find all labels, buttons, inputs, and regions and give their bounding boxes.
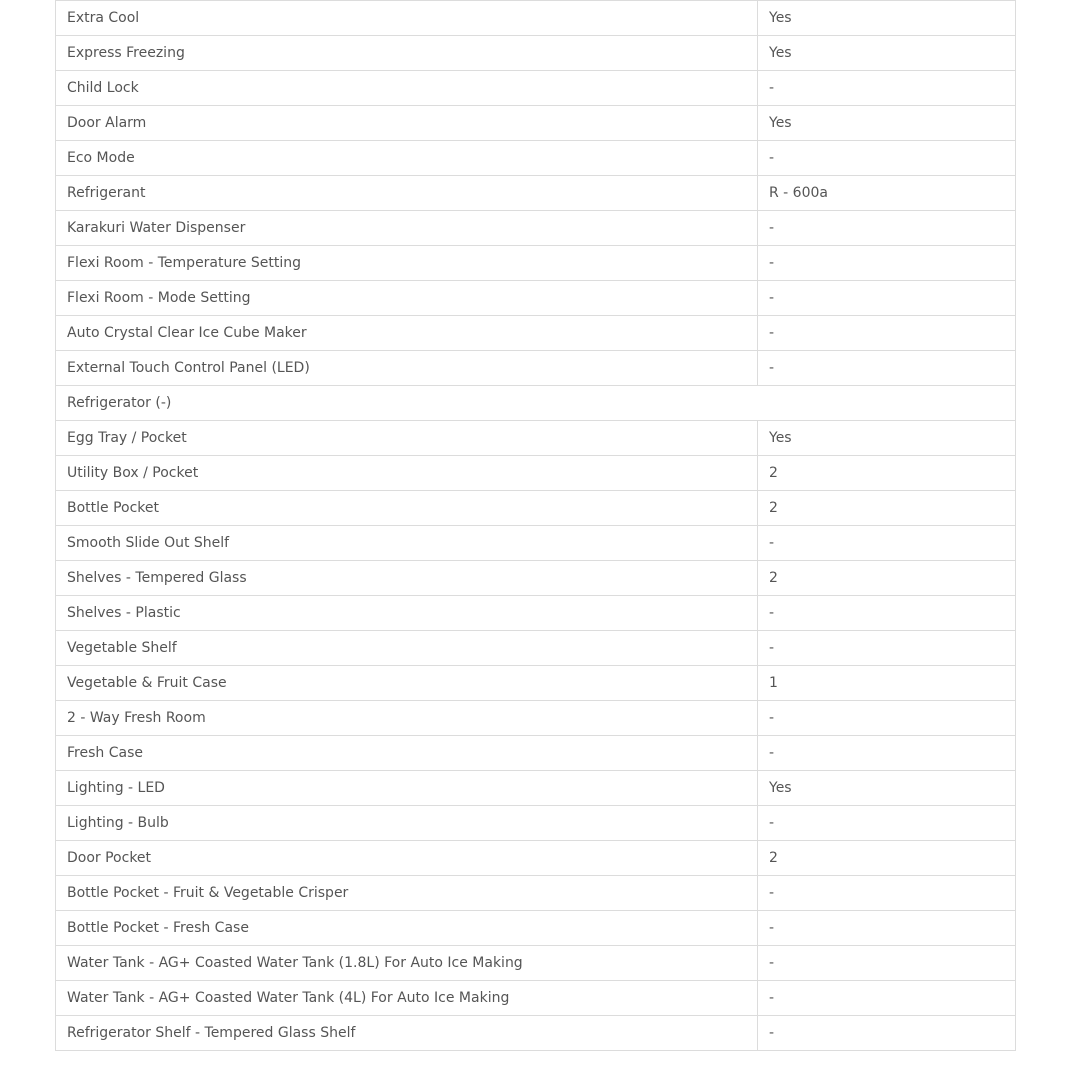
- table-row: [56, 596, 1016, 631]
- table-row: [56, 666, 1016, 701]
- spec-value: -: [758, 911, 1016, 946]
- spec-label: Flexi Room - Mode Setting: [56, 281, 758, 316]
- table-row: [56, 421, 1016, 456]
- table-row: [56, 246, 1016, 281]
- spec-value: -: [758, 876, 1016, 911]
- spec-label: Egg Tray / Pocket: [56, 421, 758, 456]
- table-row: [56, 141, 1016, 176]
- table-row: [56, 106, 1016, 141]
- spec-value: -: [758, 981, 1016, 1016]
- table-row: [56, 176, 1016, 211]
- spec-value: -: [758, 526, 1016, 561]
- spec-label: Refrigerant: [56, 176, 758, 211]
- table-row: [56, 841, 1016, 876]
- table-row: [56, 1016, 1016, 1051]
- spec-label: Refrigerator Shelf - Tempered Glass Shelf: [56, 1016, 758, 1051]
- table-row: [56, 876, 1016, 911]
- table-row: [56, 911, 1016, 946]
- spec-value: Yes: [758, 771, 1016, 806]
- spec-value: 2: [758, 456, 1016, 491]
- spec-label: Door Pocket: [56, 841, 758, 876]
- table-row: [56, 981, 1016, 1016]
- table-row: [56, 351, 1016, 386]
- spec-value: Yes: [758, 106, 1016, 141]
- table-row: [56, 1, 1016, 36]
- table-row: [56, 281, 1016, 316]
- spec-table: [55, 0, 1016, 1051]
- spec-value: -: [758, 736, 1016, 771]
- spec-value: -: [758, 281, 1016, 316]
- spec-label: Smooth Slide Out Shelf: [56, 526, 758, 561]
- spec-value: -: [758, 351, 1016, 386]
- spec-value: Yes: [758, 36, 1016, 71]
- spec-label: Lighting - LED: [56, 771, 758, 806]
- spec-value: -: [758, 246, 1016, 281]
- table-row: [56, 316, 1016, 351]
- table-row: [56, 946, 1016, 981]
- spec-value: Yes: [758, 1, 1016, 36]
- spec-label: Express Freezing: [56, 36, 758, 71]
- spec-label: Water Tank - AG+ Coasted Water Tank (1.8L) For Auto Ice Making: [56, 946, 758, 981]
- table-row: [56, 631, 1016, 666]
- spec-label: Fresh Case: [56, 736, 758, 771]
- spec-value: -: [758, 596, 1016, 631]
- table-row: [56, 736, 1016, 771]
- spec-value: 1: [758, 666, 1016, 701]
- spec-label: Water Tank - AG+ Coasted Water Tank (4L) For Auto Ice Making: [56, 981, 758, 1016]
- spec-value: 2: [758, 561, 1016, 596]
- spec-value: -: [758, 806, 1016, 841]
- table-row: [56, 456, 1016, 491]
- table-row: [56, 806, 1016, 841]
- spec-label: Bottle Pocket - Fresh Case: [56, 911, 758, 946]
- spec-label: Vegetable & Fruit Case: [56, 666, 758, 701]
- spec-table-body: [56, 1, 1016, 1051]
- table-row: [56, 771, 1016, 806]
- table-row: [56, 211, 1016, 246]
- spec-label: Extra Cool: [56, 1, 758, 36]
- spec-label: Shelves - Plastic: [56, 596, 758, 631]
- spec-label: Bottle Pocket - Fruit & Vegetable Crisper: [56, 876, 758, 911]
- table-row: [56, 526, 1016, 561]
- spec-label: 2 - Way Fresh Room: [56, 701, 758, 736]
- spec-value: -: [758, 1016, 1016, 1051]
- spec-value: -: [758, 631, 1016, 666]
- spec-value: -: [758, 701, 1016, 736]
- spec-value: R - 600a: [758, 176, 1016, 211]
- spec-label: Eco Mode: [56, 141, 758, 176]
- section-header-row: [56, 386, 1016, 421]
- spec-label: Vegetable Shelf: [56, 631, 758, 666]
- section-header-label: Refrigerator (-): [56, 386, 1016, 421]
- spec-label: External Touch Control Panel (LED): [56, 351, 758, 386]
- table-row: [56, 491, 1016, 526]
- table-row: [56, 561, 1016, 596]
- spec-label: Auto Crystal Clear Ice Cube Maker: [56, 316, 758, 351]
- spec-label: Utility Box / Pocket: [56, 456, 758, 491]
- spec-value: -: [758, 946, 1016, 981]
- spec-label: Child Lock: [56, 71, 758, 106]
- spec-label: Karakuri Water Dispenser: [56, 211, 758, 246]
- spec-value: -: [758, 316, 1016, 351]
- spec-label: Bottle Pocket: [56, 491, 758, 526]
- spec-value: 2: [758, 491, 1016, 526]
- spec-value: -: [758, 71, 1016, 106]
- spec-value: Yes: [758, 421, 1016, 456]
- spec-value: -: [758, 141, 1016, 176]
- spec-label: Flexi Room - Temperature Setting: [56, 246, 758, 281]
- spec-value: -: [758, 211, 1016, 246]
- spec-label: Door Alarm: [56, 106, 758, 141]
- table-row: [56, 71, 1016, 106]
- spec-label: Shelves - Tempered Glass: [56, 561, 758, 596]
- table-row: [56, 701, 1016, 736]
- spec-value: 2: [758, 841, 1016, 876]
- table-row: [56, 36, 1016, 71]
- spec-label: Lighting - Bulb: [56, 806, 758, 841]
